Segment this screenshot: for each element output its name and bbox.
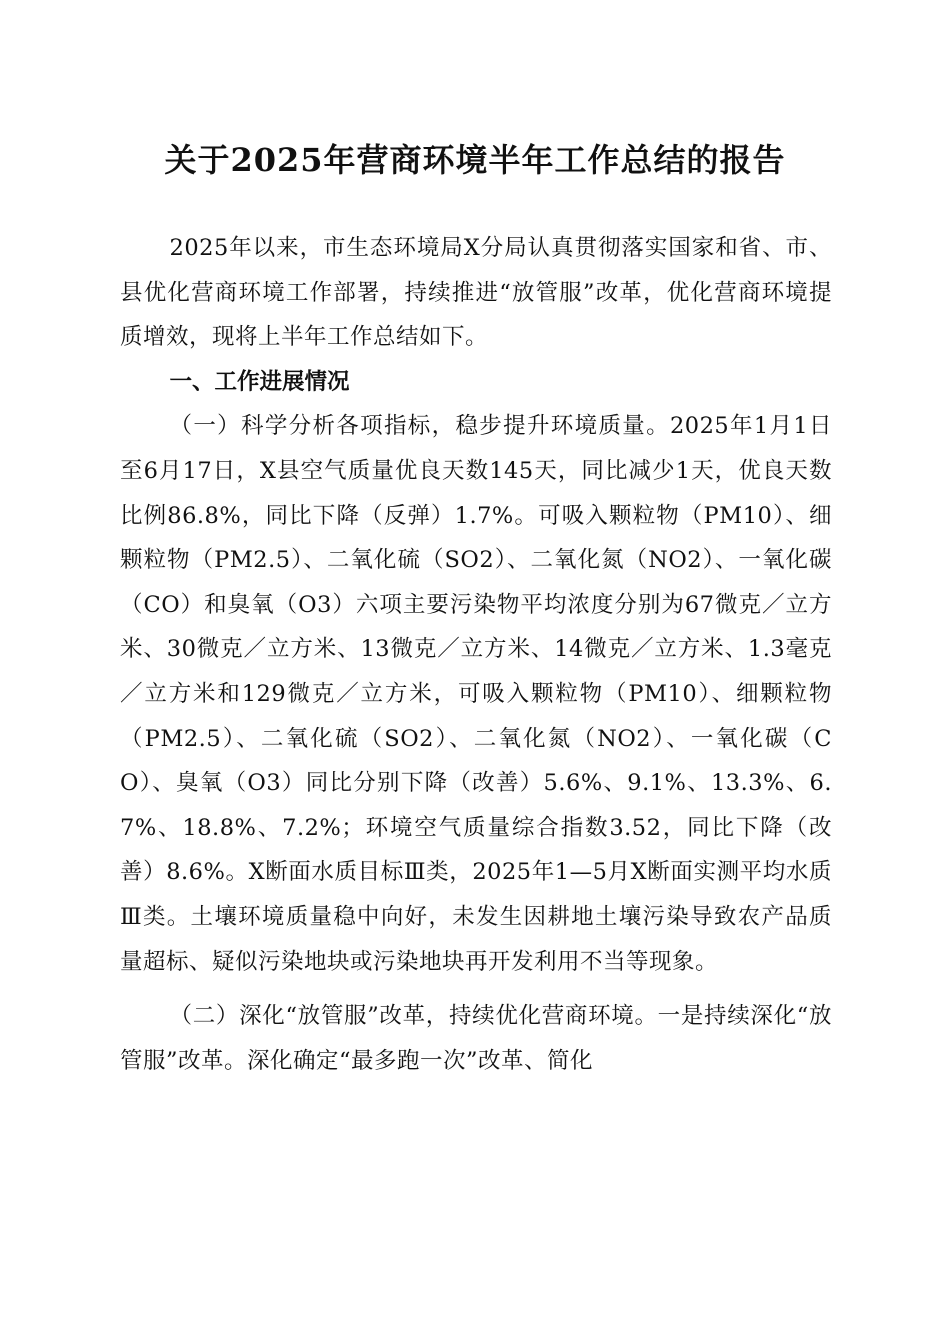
document-body — [120, 226, 832, 1083]
document-title: 关于2025年营商环境半年工作总结的报告 — [164, 141, 786, 179]
subsection-lead: （一）科学分析各项指标，稳步提升环境质量。 — [169, 413, 670, 440]
subsection-text: 一是持续深化“放管服”改革。深化确定“最多跑一次”改革、简化 — [120, 1003, 832, 1074]
subsection-lead: （二）深化“放管服”改革，持续优化营商环境。 — [169, 1003, 658, 1030]
paragraph-spacer — [120, 984, 832, 994]
section-heading-progress: 一、工作进展情况 — [169, 368, 350, 395]
subsection-text: 2025年1月1日至6月17日，X县空气质量优良天数145天，同比减少1天，优良天数比例86.8%，同比下降（反弹）1.7%。可吸入颗粒物（PM10）、细颗粒物（PM2.5）、二氧化硫（SO2）、二氧化氮（NO2）、一氧化碳（CO）和臭氧（O3）六项主要污染物平均浓度分别为67微克／立方米、30微克／立方米、13微克／立方米、14微克／立方米、1.3毫克／立方米和129微克／立方米，可吸入颗粒物（PM10）、细颗粒物（PM2.5）、二氧化硫（SO2）、二氧化氮（NO2）、一氧化碳（CO）、臭氧（O3）同比分别下降（改善）5.6%、9.1%、13.3%、6.7%、18.8%、7.2%；环境空气质量综合指数3.52，同比下降（改善）8.6%。X断面水质目标Ⅲ类，2025年1—5月X断面实测平均水质Ⅲ类。土壤环境质量稳中向好，未发生因耕地土壤污染导致农产品质量超标、疑似污染地块或污染地块再开发利用不当等现象。 — [120, 413, 832, 975]
intro-paragraph: 2025年以来，市生态环境局X分局认真贯彻落实国家和省、市、县优化营商环境工作部署，持续推进“放管服”改革，优化营商环境提质增效，现将上半年工作总结如下。 — [120, 235, 832, 351]
subsection-environment-quality — [120, 404, 832, 984]
subsection-business-environment — [120, 994, 832, 1083]
